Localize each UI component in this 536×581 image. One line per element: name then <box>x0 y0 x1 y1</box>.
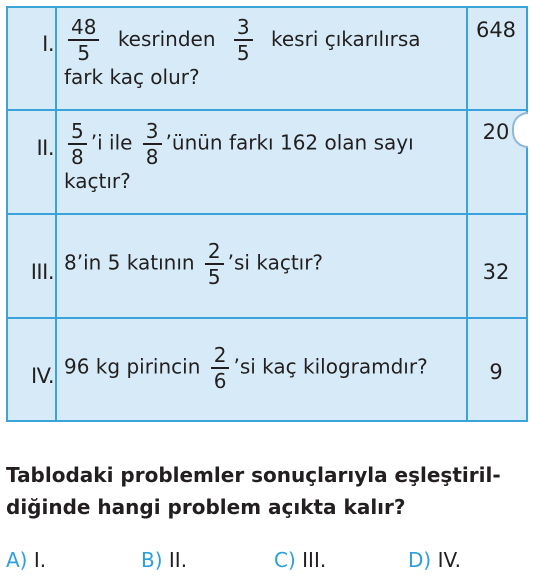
choice-c[interactable] <box>274 548 326 572</box>
row-2-text-b: ’ünün farkı 162 olan sayı <box>165 130 414 155</box>
choice-d-text: IV. <box>437 548 461 572</box>
row-divider-1 <box>8 109 526 111</box>
choice-a[interactable] <box>6 548 46 572</box>
row-3-problem <box>64 240 323 288</box>
choice-d-letter: D) <box>408 548 432 572</box>
problem-table <box>6 6 528 422</box>
choice-b-text: II. <box>168 548 188 572</box>
row-3-number: III. <box>30 260 54 284</box>
question-line-1: Tablodaki problemler sonuçlarıyla eşleştiril- <box>6 463 501 487</box>
answer-648: 648 <box>475 18 517 42</box>
choice-d[interactable] <box>408 548 461 572</box>
row-1-text-b: kesri çıkarılırsa <box>271 26 421 51</box>
choice-b-letter: B) <box>141 548 163 572</box>
answer-9: 9 <box>489 360 503 384</box>
row-2-text-c: kaçtır? <box>64 169 131 193</box>
row-4-text-b: ’si kaç kilogramdır? <box>233 354 428 379</box>
row-2-problem <box>64 120 414 194</box>
row-divider-3 <box>8 317 526 319</box>
row-1-problem <box>64 16 421 90</box>
fraction-3-5: $\frac{3}{5}$ <box>234 16 253 64</box>
fraction-2-5: $\frac{2}{5}$ <box>205 240 224 288</box>
row-4-problem <box>64 344 428 392</box>
fraction-3-8: $\frac{3}{8}$ <box>143 120 162 168</box>
row-4-text-a: 96 kg pirincin <box>64 354 201 379</box>
question-line-2: diğinde hangi problem açıkta kalır? <box>6 495 406 519</box>
row-1-number: I. <box>42 32 54 56</box>
row-3-text-a: 8’in 5 katının <box>64 250 195 275</box>
choice-a-letter: A) <box>6 548 28 572</box>
choice-c-text: III. <box>302 548 327 572</box>
row-divider-2 <box>8 213 526 215</box>
fraction-48-5: $\frac{48}{5}$ <box>68 16 99 64</box>
answer-20: 20 <box>482 120 510 144</box>
choice-a-text: I. <box>33 548 47 572</box>
fraction-2-6: $\frac{2}{6}$ <box>211 344 230 392</box>
row-3-text-b: ’si kaçtır? <box>227 250 324 275</box>
row-2-text-a: ’i ile <box>90 130 133 155</box>
choice-b[interactable] <box>141 548 187 572</box>
row-2-number: II. <box>36 136 54 160</box>
choice-c-letter: C) <box>274 548 296 572</box>
row-4-number: IV. <box>30 364 54 388</box>
fraction-5-8: $\frac{5}{8}$ <box>68 120 87 168</box>
row-1-text-a: kesrinden <box>117 26 216 51</box>
question-prompt <box>6 459 532 523</box>
row-1-text-c: fark kaç olur? <box>64 65 200 89</box>
answer-32: 32 <box>482 260 510 284</box>
